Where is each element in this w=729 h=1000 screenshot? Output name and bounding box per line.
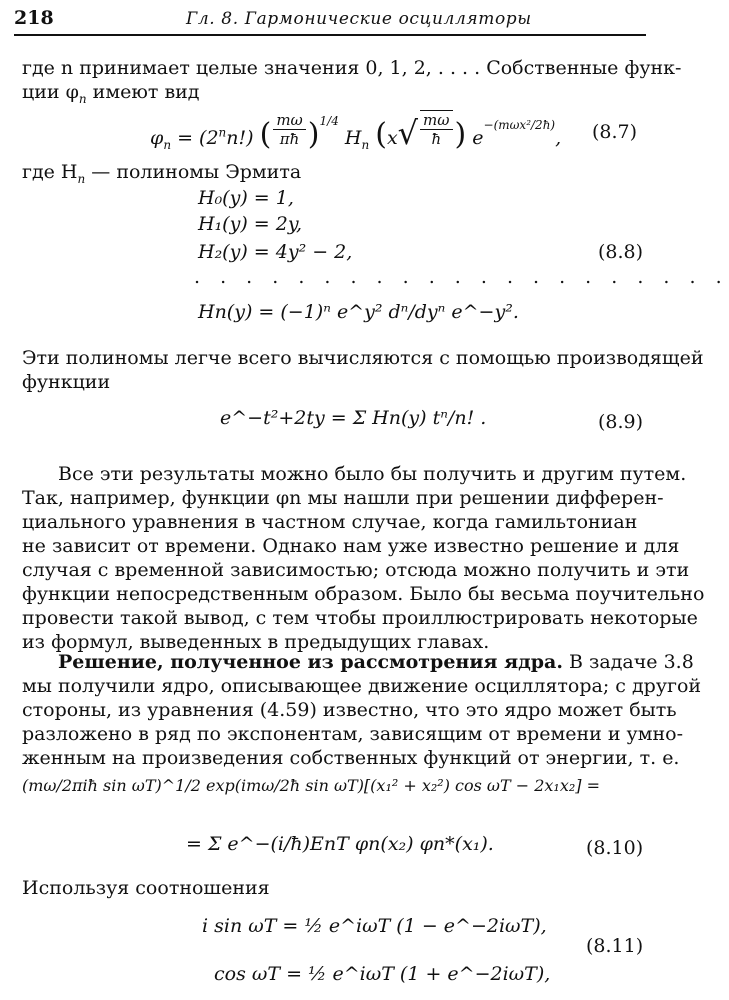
paragraph-line: стороны, из уравнения (4.59) известно, что это ядро может быть [22, 699, 677, 721]
paragraph-line: где n принимает целые значения 0, 1, 2, . . . . Собственные функ- [22, 57, 682, 79]
paragraph-line: ции $\varphi_n$ имеют вид [22, 81, 200, 106]
paragraph-line: Эти полиномы легче всего вычисляются с помощью производящей [22, 347, 704, 369]
hermite-h1: H₁(y) = 2y, [198, 213, 303, 235]
paragraph-line: женным на произведения собственных функций от энергии, т. е. [22, 747, 680, 769]
equation-number: (8.9) [598, 411, 644, 433]
equation-number: (8.11) [586, 935, 644, 957]
hermite-h0: H₀(y) = 1, [198, 187, 294, 209]
paragraph-line: циального уравнения в частном случае, когда гамильтониан [22, 511, 638, 533]
equation-8-7: $\varphi_n = (2^nn!)$ ( $\frac{m\omega}{\pi ħ}$ )$^{1/4}$ $H_n$ (x√ $\frac{m\omega}{ħ}$ ) $e^{-(m\omega x^2/2ħ)}$, [150, 110, 562, 152]
hermite-hn: Hn(y) = (−1)ⁿ e^y² dⁿ/dyⁿ e^−y². [198, 301, 519, 323]
ellipsis-row: . . . . . . . . . . . . . . . . . . . . . [194, 266, 729, 288]
paragraph-line: функции [22, 371, 111, 393]
paragraph-line: не зависит от времени. Однако нам уже известно решение и для [22, 535, 680, 557]
paragraph-line: из формул, выведенных в предыдущих главах. [22, 631, 490, 653]
header-rule [14, 34, 646, 36]
equation-8-9: e^−t²+2ty = Σ Hn(y) tⁿ/n! . [220, 407, 487, 429]
paragraph-line: мы получили ядро, описывающее движение осциллятора; с другой [22, 675, 702, 697]
equation-number: (8.10) [586, 837, 644, 859]
running-title: Гл. 8. Гармонические осцилляторы [186, 9, 532, 29]
paragraph-line: разложено в ряд по экспонентам, зависящим от времени и умно- [22, 723, 684, 745]
paragraph-line: Используя соотношения [22, 877, 270, 899]
equation-8-11-line2: cos ωT = ½ e^iωT (1 + e^−2iωT), [214, 963, 551, 985]
paragraph-line: случая с временной зависимостью; отсюда можно получить и эти [22, 559, 690, 581]
paragraph-line: где $H_n$ — полиномы Эрмита [22, 161, 302, 186]
paragraph-line: провести такой вывод, с тем чтобы проиллюстрировать некоторые [22, 607, 698, 629]
equation-number: (8.8) [598, 241, 644, 263]
hermite-h2: H₂(y) = 4y² − 2, [198, 241, 353, 263]
page-number: 218 [14, 7, 54, 29]
equation-number: (8.7) [592, 121, 638, 143]
equation-8-10-line2: = Σ e^−(i/ħ)EnT φn(x₂) φn*(x₁). [186, 833, 494, 855]
section-title: Решение, полученное из рассмотрения ядра. [58, 651, 563, 673]
paragraph-line: функции непосредственным образом. Было бы весьма поучительно [22, 583, 705, 605]
paragraph-line: Так, например, функции φn мы нашли при решении дифферен- [22, 487, 664, 509]
equation-8-10-line1: (mω/2πiħ sin ωT)^1/2 exp(imω/2ħ sin ωT)[(x₁² + x₂²) cos ωT − 2x₁x₂] = [22, 776, 600, 795]
paragraph-line: Решение, полученное из рассмотрения ядра. В задаче 3.8 [58, 651, 694, 673]
paragraph-line: Все эти результаты можно было бы получить и другим путем. [58, 463, 687, 485]
equation-8-11-line1: i sin ωT = ½ e^iωT (1 − e^−2iωT), [202, 915, 547, 937]
